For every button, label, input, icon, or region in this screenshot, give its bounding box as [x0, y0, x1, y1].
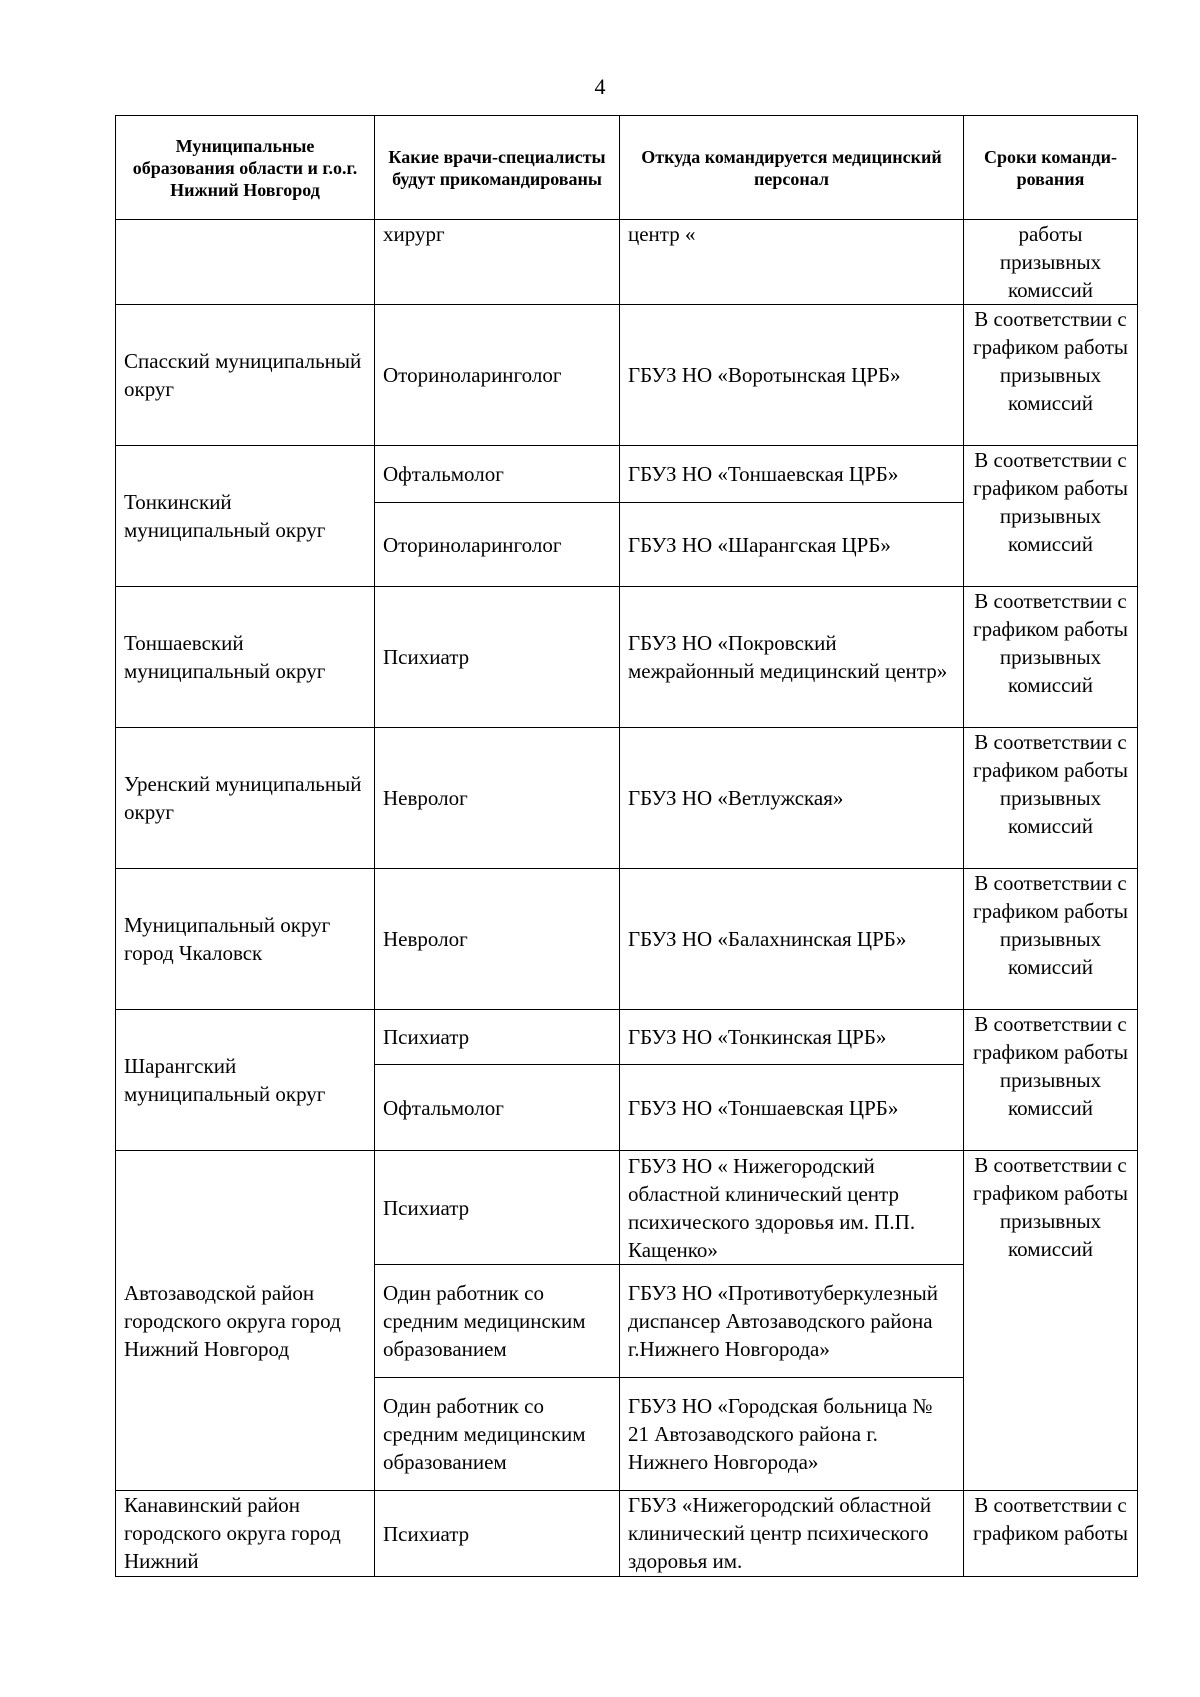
source-cell: ГБУЗ НО «Тонкинская ЦРБ»: [620, 1010, 964, 1065]
municipality-cell: Тоншаевский муниципальный округ: [116, 587, 375, 728]
specialist-cell: Психиатр: [375, 587, 620, 728]
municipality-cell: Автозаводской район городского округа город Нижний Новгород: [116, 1151, 375, 1491]
table-row: [116, 446, 1138, 503]
term-cell: В соответствии с графиком работы призывных комиссий: [964, 728, 1138, 869]
specialist-cell: Офтальмолог: [375, 1065, 620, 1151]
table-row: [116, 305, 1138, 446]
page-number: 4: [594, 74, 606, 99]
header-term: Сроки команди-рования: [964, 116, 1138, 220]
specialist-cell: Психиатр: [375, 1010, 620, 1065]
source-cell: ГБУЗ НО « Нижегородский областной клинический центр психического здоровья им. П.П. Кащенко»: [620, 1151, 964, 1265]
source-cell: ГБУЗ НО «Тоншаевская ЦРБ»: [620, 1065, 964, 1151]
specialist-cell: Один работник со средним медицинским образованием: [375, 1265, 620, 1378]
source-cell: ГБУЗ НО «Ветлужская»: [620, 728, 964, 869]
specialist-cell: хирург: [375, 220, 620, 305]
specialist-cell: Один работник со средним медицинским образованием: [375, 1378, 620, 1491]
assignment-table: [115, 115, 1138, 1577]
specialist-cell: Офтальмолог: [375, 446, 620, 503]
term-cell: В соответствии с графиком работы призывных комиссий: [964, 587, 1138, 728]
term-cell: В соответствии с графиком работы: [964, 1491, 1138, 1577]
municipality-cell: Уренский муниципальный округ: [116, 728, 375, 869]
municipality-cell: Муниципальный округ город Чкаловск: [116, 869, 375, 1010]
specialist-cell: Оториноларинголог: [375, 503, 620, 587]
term-cell: В соответствии с графиком работы призывных комиссий: [964, 305, 1138, 446]
header-municipality: Муниципальные образования области и г.о.г. Нижний Новгород: [116, 116, 375, 220]
municipality-cell: Тонкинский муниципальный округ: [116, 446, 375, 587]
source-cell: центр «: [620, 220, 964, 305]
term-cell: В соответствии с графиком работы призывных комиссий: [964, 1151, 1138, 1491]
municipality-cell: Спасский муниципальный округ: [116, 305, 375, 446]
source-cell: ГБУЗ НО «Городская больница № 21 Автозаводского района г. Нижнего Новгорода»: [620, 1378, 964, 1491]
specialist-cell: Невролог: [375, 728, 620, 869]
source-cell: ГБУЗ НО «Воротынская ЦРБ»: [620, 305, 964, 446]
source-cell: ГБУЗ НО «Покровский межрайонный медицинский центр»: [620, 587, 964, 728]
source-cell: ГБУЗ «Нижегородский областной клинический центр психического здоровья им.: [620, 1491, 964, 1577]
source-cell: ГБУЗ НО «Тоншаевская ЦРБ»: [620, 446, 964, 503]
table-row: [116, 1151, 1138, 1265]
municipality-cell: Канавинский район городского округа город Нижний: [116, 1491, 375, 1577]
source-cell: ГБУЗ НО «Балахнинская ЦРБ»: [620, 869, 964, 1010]
municipality-cell: [116, 220, 375, 305]
table-header-row: [116, 116, 1138, 220]
specialist-cell: Психиатр: [375, 1491, 620, 1577]
header-specialists: Какие врачи-специалисты будут прикомандированы: [375, 116, 620, 220]
table-row: [116, 587, 1138, 728]
source-cell: ГБУЗ НО «Противотуберкулезный диспансер Автозаводского района г.Нижнего Новгорода»: [620, 1265, 964, 1378]
specialist-cell: Психиатр: [375, 1151, 620, 1265]
specialist-cell: Невролог: [375, 869, 620, 1010]
table-row: [116, 220, 1138, 305]
source-cell: ГБУЗ НО «Шарангская ЦРБ»: [620, 503, 964, 587]
table-row: [116, 1010, 1138, 1065]
term-cell: работы призывных комиссий: [964, 220, 1138, 305]
table-row: [116, 1491, 1138, 1577]
term-cell: В соответствии с графиком работы призывных комиссий: [964, 1010, 1138, 1151]
term-cell: В соответствии с графиком работы призывных комиссий: [964, 446, 1138, 587]
table-row: [116, 728, 1138, 869]
term-cell: В соответствии с графиком работы призывных комиссий: [964, 869, 1138, 1010]
specialist-cell: Оториноларинголог: [375, 305, 620, 446]
header-source: Откуда командируется медицинский персонал: [620, 116, 964, 220]
table-row: [116, 869, 1138, 1010]
municipality-cell: Шарангский муниципальный округ: [116, 1010, 375, 1151]
